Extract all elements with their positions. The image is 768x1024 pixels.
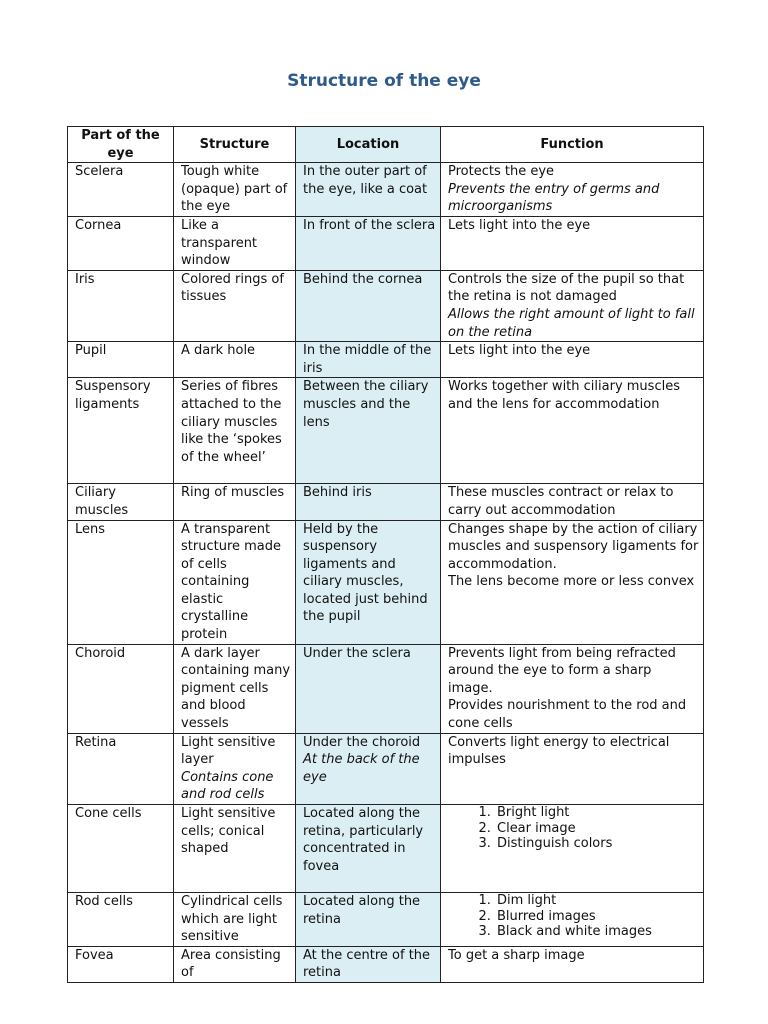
cell-part: Cornea <box>68 216 174 270</box>
function-list-item: 1. Dim light <box>495 893 699 909</box>
cell-function <box>441 893 704 947</box>
cell-location <box>296 733 441 804</box>
cell-function <box>441 342 704 378</box>
cell-text: To get a sharp image <box>448 947 585 963</box>
cell-structure <box>174 733 296 804</box>
cell-function <box>441 644 704 733</box>
cell-text: A dark hole <box>181 343 256 359</box>
cell-location <box>296 342 441 378</box>
cell-part: Fovea <box>68 946 174 982</box>
cell-structure <box>174 520 296 644</box>
cell-text: A dark layer containing many pigment cells and blood vessels <box>181 645 291 732</box>
cell-text: Light sensitive cells; conical shaped <box>181 806 276 857</box>
cell-part: Retina <box>68 733 174 804</box>
table-row <box>68 484 704 520</box>
cell-structure <box>174 644 296 733</box>
cell-part: Pupil <box>68 342 174 378</box>
cell-part: Iris <box>68 270 174 341</box>
table-row <box>68 163 704 217</box>
function-list-item: 2. Blurred images <box>495 909 699 925</box>
cell-part: Lens <box>68 520 174 644</box>
cell-text: Under the sclera <box>303 645 411 661</box>
table-row <box>68 644 704 733</box>
cell-text: The lens become more or less convex <box>448 574 695 590</box>
cell-location <box>296 520 441 644</box>
function-list-item: 1. Bright light <box>495 805 699 821</box>
cell-part: Ciliary muscles <box>68 484 174 520</box>
cell-text: Behind iris <box>303 485 372 501</box>
cell-function <box>441 805 704 893</box>
cell-part: Suspensory ligaments <box>68 378 174 484</box>
cell-location <box>296 163 441 217</box>
cell-location <box>296 378 441 484</box>
cell-text: Provides nourishment to the rod and cone cells <box>448 698 687 732</box>
table-row <box>68 893 704 947</box>
cell-text: Contains cone and rod cells <box>181 769 274 803</box>
cell-function <box>441 520 704 644</box>
cell-structure <box>174 893 296 947</box>
cell-location <box>296 216 441 270</box>
cell-function <box>441 733 704 804</box>
function-list <box>448 805 699 852</box>
cell-text: Lets light into the eye <box>448 217 591 233</box>
cell-location <box>296 946 441 982</box>
table-row <box>68 520 704 644</box>
table-row <box>68 733 704 804</box>
cell-function <box>441 378 704 484</box>
cell-part: Choroid <box>68 644 174 733</box>
cell-text: Ring of muscles <box>181 485 285 501</box>
cell-structure <box>174 484 296 520</box>
cell-text: Tough white (opaque) part of the eye <box>181 164 288 215</box>
header-function: Function <box>441 127 704 163</box>
cell-text: Converts light energy to electrical impulses <box>448 734 670 768</box>
cell-text: Series of fibres attached to the ciliary muscles like the ‘spokes of the wheel’ <box>181 379 282 465</box>
function-list-item: 3. Distinguish colors <box>495 836 699 852</box>
cell-function <box>441 484 704 520</box>
cell-text: Colored rings of tissues <box>181 271 284 305</box>
table-row <box>68 270 704 341</box>
cell-part: Cone cells <box>68 805 174 893</box>
cell-text: Area consisting of <box>181 947 281 981</box>
cell-structure <box>174 378 296 484</box>
cell-text: Controls the size of the pupil so that the retina is not damaged <box>448 271 685 305</box>
page-title: Structure of the eye <box>287 71 481 91</box>
cell-text: Protects the eye <box>448 164 555 180</box>
cell-text: In front of the sclera <box>303 217 436 233</box>
cell-text: Behind the cornea <box>303 271 423 287</box>
cell-location <box>296 270 441 341</box>
cell-structure <box>174 805 296 893</box>
table-row <box>68 805 704 893</box>
cell-text: Held by the suspensory ligaments and ciliary muscles, located just behind the pupil <box>303 521 428 625</box>
cell-function <box>441 946 704 982</box>
header-structure: Structure <box>174 127 296 163</box>
cell-structure <box>174 216 296 270</box>
table-row <box>68 216 704 270</box>
cell-text: Changes shape by the action of ciliary muscles and suspensory ligaments for accommodation. <box>448 521 699 572</box>
cell-text: Allows the right amount of light to fall on the retina <box>448 306 695 340</box>
table-row <box>68 946 704 982</box>
cell-function <box>441 163 704 217</box>
cell-part: Rod cells <box>68 893 174 947</box>
cell-location <box>296 805 441 893</box>
cell-text: Cylindrical cells which are light sensitive <box>181 894 283 945</box>
cell-location <box>296 484 441 520</box>
cell-text: Lets light into the eye <box>448 343 591 359</box>
cell-text: Like a transparent window <box>181 217 258 269</box>
cell-text: In the middle of the iris <box>303 343 432 376</box>
cell-text: A transparent structure made of cells containing elastic crystalline protein <box>181 521 282 643</box>
cell-text: Located along the retina, particularly concentrated in fovea <box>303 806 424 874</box>
cell-text: Prevents the entry of germs and microorganisms <box>448 181 660 215</box>
cell-text: Light sensitive layer <box>181 734 276 768</box>
table-header-row <box>68 127 704 163</box>
cell-text: Prevents light from being refracted around the eye to form a sharp image. <box>448 645 676 696</box>
cell-text: These muscles contract or relax to carry out accommodation <box>448 485 674 518</box>
header-location: Location <box>296 127 441 163</box>
function-list-item: 3. Black and white images <box>495 924 699 940</box>
cell-text: In the outer part of the eye, like a coat <box>303 164 428 197</box>
cell-part: Scelera <box>68 163 174 217</box>
table-row <box>68 342 704 378</box>
cell-structure <box>174 270 296 341</box>
header-part: Part of the eye <box>68 127 174 163</box>
cell-text: At the back of the eye <box>303 752 420 785</box>
cell-location <box>296 893 441 947</box>
cell-text: Located along the retina <box>303 894 421 927</box>
cell-text: At the centre of the retina <box>303 947 431 981</box>
cell-text: Between the ciliary muscles and the lens <box>303 379 429 430</box>
cell-location <box>296 644 441 733</box>
cell-structure <box>174 946 296 982</box>
cell-structure <box>174 163 296 217</box>
function-list <box>448 893 699 940</box>
table-row <box>68 378 704 484</box>
cell-structure <box>174 342 296 378</box>
cell-function <box>441 270 704 341</box>
eye-structure-table <box>67 126 704 983</box>
table-body <box>68 163 704 983</box>
function-list-item: 2. Clear image <box>495 821 699 837</box>
cell-function <box>441 216 704 270</box>
cell-text: Works together with ciliary muscles and the lens for accommodation <box>448 379 680 412</box>
cell-text: Under the choroid <box>303 734 421 750</box>
